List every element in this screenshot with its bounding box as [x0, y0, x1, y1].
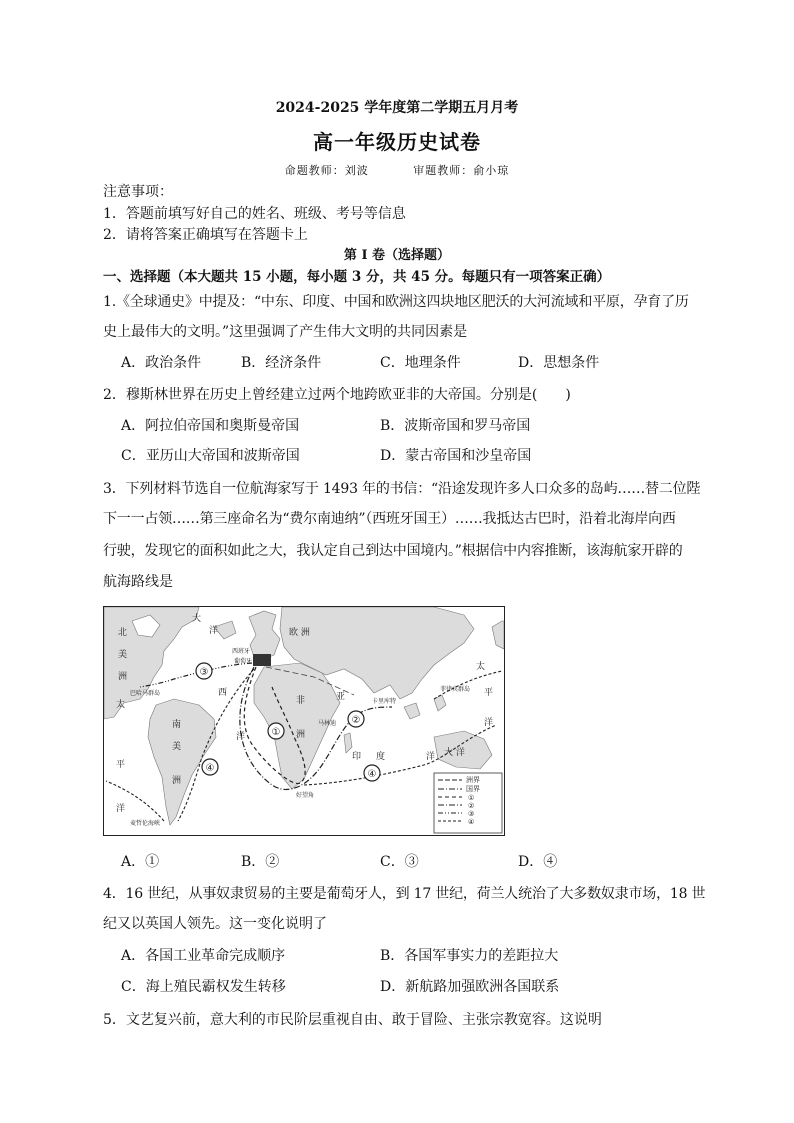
label-indian-ocean: 洋 — [426, 752, 436, 762]
q2-option-a: A．阿拉伯帝国和奥斯曼帝国 — [121, 418, 300, 434]
q3-option-d: D．④ — [518, 854, 558, 870]
q2-option-c: C．亚历山大帝国和波斯帝国 — [121, 448, 300, 464]
notice-item: 2．请将答案正确填写在答题卡上 — [103, 227, 308, 243]
route-3-number: ③ — [199, 667, 209, 678]
legend-continent-boundary: 洲界 — [466, 776, 480, 784]
question-1-line: 1.《全球通史》中提及：“中东、印度、中国和欧洲这四块地区肥沃的大河流域和平原，孕育了历 — [103, 294, 689, 310]
q4-option-c: C．海上殖民霸权发生转移 — [121, 979, 286, 995]
paper-title: 高一年级历史试卷 — [313, 130, 481, 154]
notice-heading: 注意事项： — [103, 184, 173, 200]
q2-option-b: B．波斯帝国和罗马帝国 — [380, 418, 531, 434]
q4-option-a: A．各国工业革命完成顺序 — [121, 948, 286, 964]
q3-option-a: A．① — [121, 854, 160, 870]
route-2-number: ② — [351, 715, 361, 726]
label-south-america: 美 — [172, 742, 182, 752]
label-spain: 西班牙 — [232, 648, 251, 655]
label-africa: 洲 — [296, 730, 306, 740]
label-pacific-right: 洋 — [484, 718, 494, 728]
label-oceania: 大 洋 — [444, 748, 465, 758]
notice-item: 1．答题前填写好自己的姓名、班级、考号等信息 — [103, 206, 406, 222]
label-philippines: 菲律宾群岛 — [440, 686, 471, 693]
question-2-line: 2．穆斯林世界在历史上曾经建立过两个地跨欧亚非的大帝国。分别是( ) — [103, 387, 571, 403]
label-africa: 非 — [296, 696, 306, 706]
question-3-line: 航海路线是 — [103, 574, 173, 590]
label-atlantic: 西 — [218, 688, 228, 698]
part-title: 一、选择题（本大题共 15 小题，每小题 3 分，共 45 分。每题只有一项答案正确） — [103, 269, 611, 285]
label-pacific-left: 洋 — [116, 804, 126, 814]
q3-option-b: B．② — [241, 854, 280, 870]
label-pacific-right: 平 — [484, 688, 494, 698]
q4-option-d: D．新航路加强欧洲各国联系 — [380, 979, 560, 995]
label-pacific-left: 平 — [116, 760, 126, 770]
route-4-number: ④ — [205, 763, 215, 774]
iberia-marker — [253, 654, 271, 666]
label-south-america: 南 — [172, 720, 182, 730]
label-malindi: 马林迪 — [318, 720, 337, 727]
question-4-line: 4．16 世纪，从事奴隶贸易的主要是葡萄牙人，到 17 世纪，荷兰人统治了大多数奴隶市场，18 世 — [103, 886, 706, 902]
label-north-america: 洲 — [118, 672, 128, 682]
label-europe: 欧 洲 — [289, 628, 310, 638]
question-3-line: 下一一占领……第三座命名为“费尔南迪纳”（西班牙国王）……我抵达古巴时，沿着北海岸向西 — [103, 511, 676, 527]
q1-option-c: C．地理条件 — [380, 355, 461, 371]
label-south-america: 洲 — [172, 776, 182, 786]
exam-title: 2024-2025 学年度第二学期五月月考 — [275, 100, 519, 116]
route-1-number: ① — [271, 727, 281, 738]
teacher-info — [0, 162, 794, 178]
q1-option-d: D．思想条件 — [518, 355, 600, 371]
label-cape: 好望角 — [296, 792, 315, 799]
question-1-line: 史上最伟大的文明。”这里强调了产生伟大文明的共同因素是 — [103, 324, 468, 340]
volume-title: 第 I 卷（选择题） — [343, 248, 451, 263]
question-3-line: 行驶，发现它的面积如此之大，我认定自己到达中国境内。”根据信中内容推断，该海航家开辟的 — [103, 543, 683, 559]
label-indian-ocean: 印 — [352, 752, 362, 762]
reviewer-text: 审题教师：俞小琼 — [413, 164, 510, 177]
label-north-america: 美 — [118, 650, 128, 660]
legend-route-1: ① — [468, 794, 475, 802]
legend-route-2: ② — [468, 802, 475, 810]
legend-national-boundary: 国界 — [466, 785, 480, 793]
q4-option-b: B．各国军事实力的差距拉大 — [380, 948, 559, 964]
map-legend — [434, 773, 502, 833]
q2-option-d: D．蒙古帝国和沙皇帝国 — [380, 448, 532, 464]
question-5-line: 5．文艺复兴前，意大利的市民阶层重视自由、敢于冒险、主张宗教宽容。这说明 — [103, 1012, 602, 1028]
label-indian-ocean: 度 — [376, 752, 386, 762]
label-asia: 亚 — [336, 692, 346, 702]
label-pacific-left: 太 — [116, 700, 126, 710]
q3-option-c: C．③ — [380, 854, 419, 870]
q1-option-a: A．政治条件 — [121, 355, 202, 371]
voyage-routes-map — [103, 606, 505, 836]
label-atlantic: 洋 — [236, 732, 246, 742]
label-atlantic: 大 — [192, 614, 202, 624]
q1-option-b: B．经济条件 — [241, 355, 322, 371]
label-north-america: 北 — [118, 628, 128, 638]
label-bahamas: 巴哈马群岛 — [130, 690, 161, 697]
question-3-line: 3．下列材料节选自一位航海家写于 1493 年的书信：“沿途发现许多人口众多的岛屿……替二位陛 — [103, 481, 701, 497]
label-atlantic: 洋 — [209, 626, 219, 636]
label-pacific-right: 太 — [476, 662, 486, 672]
label-calicut: 卡里库特 — [372, 698, 397, 705]
setter-text: 命题教师：刘波 — [284, 164, 369, 177]
legend-route-4: ④ — [468, 818, 475, 826]
legend-route-3: ③ — [468, 810, 475, 818]
label-magellan: 麦哲伦海峡 — [130, 820, 161, 827]
question-4-line: 纪又以英国人领先。这一变化说明了 — [103, 916, 327, 932]
route-4-number: ④ — [367, 769, 377, 780]
label-portugal: 葡萄牙 — [234, 658, 253, 665]
